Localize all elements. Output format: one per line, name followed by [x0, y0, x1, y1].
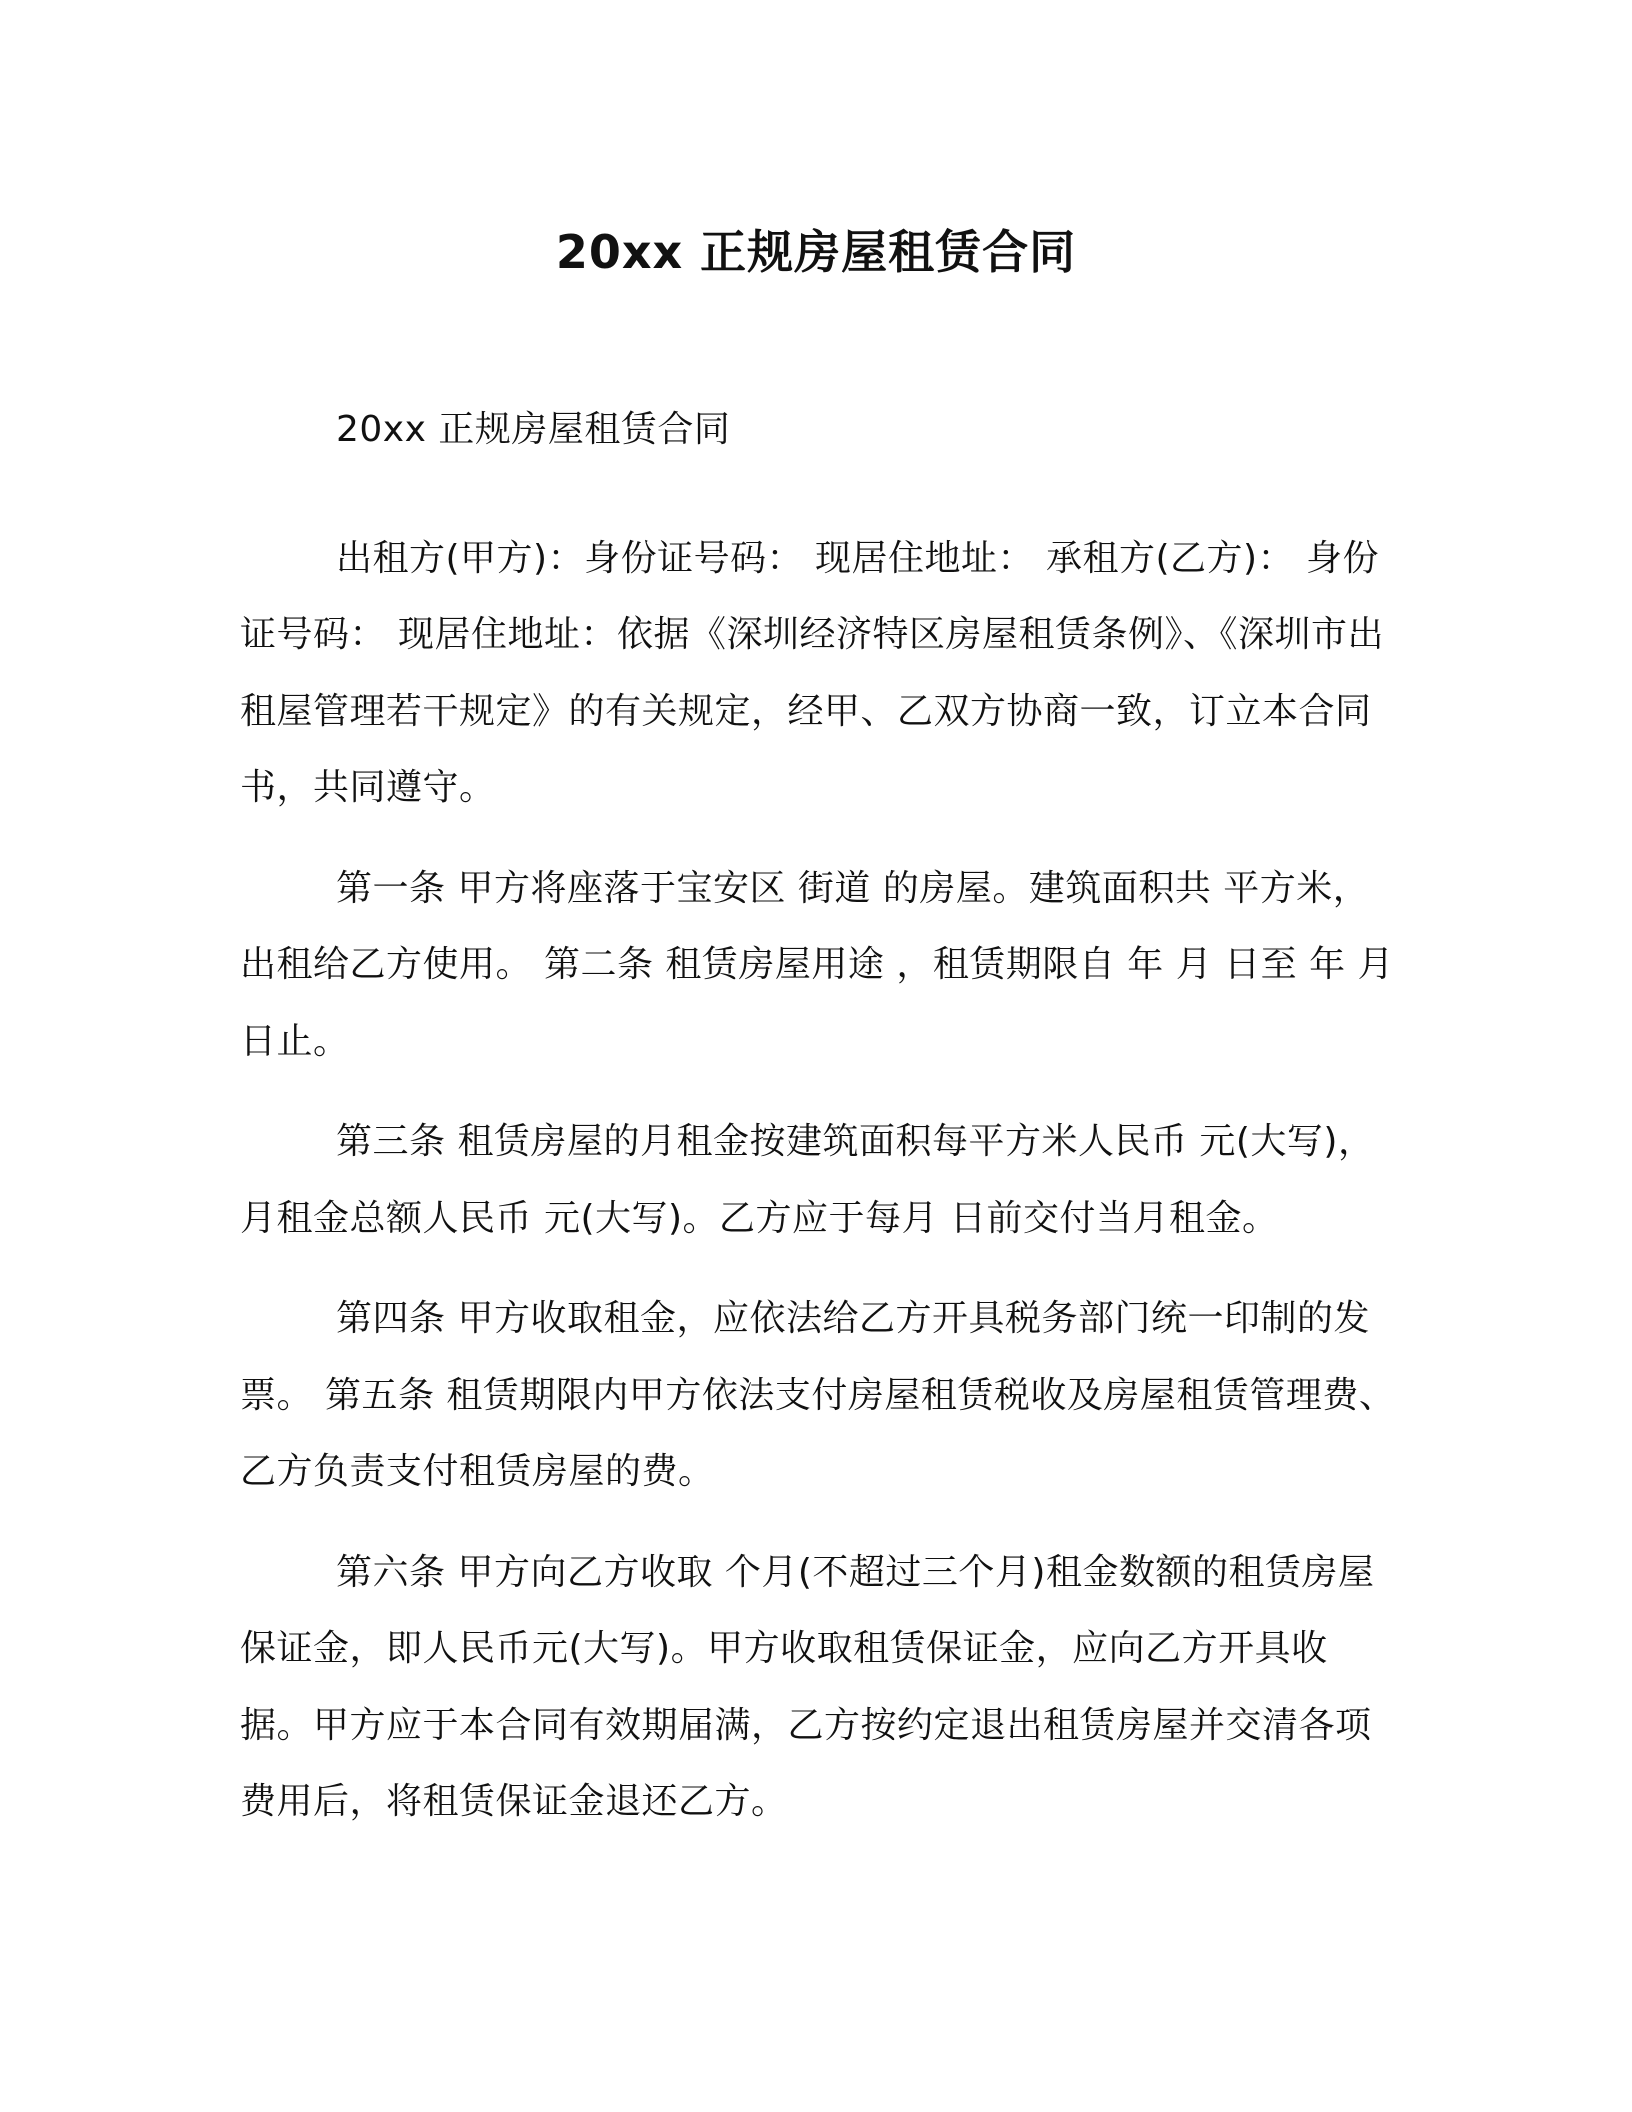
- paragraph-article-6: 第六条 甲方向乙方收取 个月(不超过三个月)租金数额的租赁房屋保证金，即人民币元(大写)。甲方收取租赁保证金，应向乙方开具收据。甲方应于本合同有效期届满，乙方按约定退出租赁房屋并交清各项费用后，将租赁保证金退还乙方。: [240, 1551, 1375, 1822]
- paragraph-article-3: 第三条 租赁房屋的月租金按建筑面积每平方米人民币 元(大写)，月租金总额人民币 元(大写)。乙方应于每月 日前交付当月租金。: [240, 1121, 1375, 1239]
- paragraph-article-1-2: 第一条 甲方将座落于宝安区 街道 的房屋。建筑面积共 平方米，出租给乙方使用。 第二条 租赁房屋用途 ，租赁期限自 年 月 日至 年 月日止。: [240, 867, 1395, 1062]
- document-body: [240, 392, 1400, 1865]
- paragraph-article-4-5: 第四条 甲方收取租金，应依法给乙方开具税务部门统一印制的发票。 第五条 租赁期限内甲方依法支付房屋租赁税收及房屋租赁管理费、乙方负责支付租赁房屋的费。: [240, 1298, 1396, 1492]
- document-title: 20xx 正规房屋租赁合同: [555, 225, 1077, 279]
- paragraph-parties: 出租方(甲方)：身份证号码： 现居住地址： 承租方(乙方)： 身份证号码： 现居住地址：依据《深圳经济特区房屋租赁条例》、《深圳市出租屋管理若干规定》的有关规定，经甲、乙双方协商一致，订立本合同书，共同遵守。: [240, 537, 1384, 808]
- document-subtitle: 20xx 正规房屋租赁合同: [336, 409, 731, 450]
